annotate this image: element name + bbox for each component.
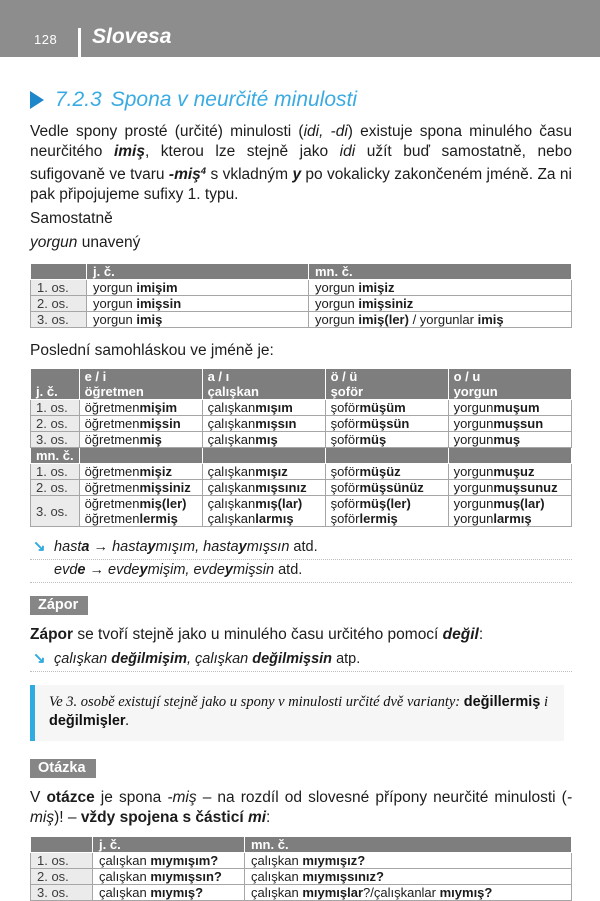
table-row [31, 464, 572, 480]
person-label: 1. os. [31, 280, 87, 296]
person-label: 1. os. [31, 400, 80, 416]
person-label: 3. os. [31, 885, 93, 901]
table-cell: çalışkan mıymışsınız? [245, 869, 572, 885]
table-cell: çalışkanmışsınız [202, 480, 325, 496]
vowel-pair: o / u [453, 369, 481, 384]
vowel-pair: e / i [84, 369, 107, 384]
vowel-pair: ö / ü [330, 369, 358, 384]
table-row [31, 853, 572, 869]
variant-line: şoförmüş(ler) [330, 496, 411, 511]
copula-table-standalone [30, 263, 572, 328]
table-cell: yorgun imişsiniz [309, 296, 572, 312]
table-cell: öğretmenmişim [79, 400, 202, 416]
table-cell: öğretmenmişsin [79, 416, 202, 432]
example-text: hasta → hastaymışım, hastaymışsın atd. [54, 539, 318, 555]
table-cell: şoförmüşsünüz [325, 480, 448, 496]
table-cell: yorgunmuşum [448, 400, 571, 416]
column-header-singular: j. č. [87, 264, 309, 280]
example-word: şoför [330, 384, 364, 399]
variant-line: yorgunlarmış [453, 511, 532, 526]
example-word: öğretmen [84, 384, 144, 399]
example-text: evde → evdeymişim, evdeymişsin atd. [54, 562, 303, 578]
table-row [31, 885, 572, 901]
negation-tag-label: Zápor [30, 596, 88, 615]
section-title: Spona v neurčité minulosti [110, 88, 358, 111]
example-text: çalışkan değilmişim, çalışkan değilmişsin atp. [54, 651, 361, 667]
column-header-plural: mn. č. [309, 264, 572, 280]
variant-line: öğretmenlermiş [84, 511, 178, 526]
table-header-row [31, 264, 572, 280]
chapter-band [0, 0, 600, 57]
table-cell [448, 448, 571, 464]
table-row [31, 496, 572, 527]
table-cell: yorgunmuşsun [448, 416, 571, 432]
table-cell: çalışkanmış [202, 432, 325, 448]
table-cell [448, 496, 571, 527]
table-cell: yorgunmuşuz [448, 464, 571, 480]
example-word: yorgun [453, 384, 498, 399]
table-cell: yorgunmuş [448, 432, 571, 448]
variant-line: çalışkanlarmış [207, 511, 294, 526]
table-cell: çalışkanmışsın [202, 416, 325, 432]
question-tag-label: Otázka [30, 759, 96, 778]
table-cell [79, 496, 202, 527]
page-number: 128 [34, 32, 58, 47]
question-paragraph: V otázce je spona -miş – na rozdíl od slovesné přípony neurčité minulosti (-miş)! – vždy spojena s částicí mi: [30, 789, 573, 826]
table-row [31, 312, 572, 328]
table-cell: çalışkan mıymışım? [93, 853, 245, 869]
table-cell: çalışkanmışım [202, 400, 325, 416]
column-header-ai [202, 369, 325, 400]
table-row [31, 416, 572, 432]
table-cell [325, 448, 448, 464]
note-box: Ve 3. osobě existují stejně jako u spony v minulosti určité dvě varianty: değillermiş i değilmişler. [30, 685, 564, 741]
table-row [31, 280, 572, 296]
chapter-title: Slovesa [92, 25, 172, 48]
corner-cell: j. č. [31, 369, 80, 400]
table-cell [79, 448, 202, 464]
table-cell [202, 496, 325, 527]
vowel-pair: a / ı [207, 369, 230, 384]
question-table [30, 836, 572, 901]
table-cell: şoförmüşüm [325, 400, 448, 416]
table-cell: çalışkan mıymışlar?/çalışkanlar mıymış? [245, 885, 572, 901]
table-cell [202, 448, 325, 464]
arrow-bullet-icon: ↘ [33, 650, 46, 667]
plural-label: mn. č. [31, 448, 80, 464]
table-header-row [31, 369, 572, 400]
table-cell: şoförmüş [325, 432, 448, 448]
table-cell: yorgun imişsin [87, 296, 309, 312]
person-label: 3. os. [31, 496, 80, 527]
negation-paragraph: Zápor se tvoří stejně jako u minulého času určitého pomocí değil: [30, 626, 484, 643]
table-cell: öğretmenmişiz [79, 464, 202, 480]
person-label: 2. os. [31, 416, 80, 432]
column-header-ei [79, 369, 202, 400]
table-cell: çalışkanmışız [202, 464, 325, 480]
section-heading [30, 88, 572, 112]
table-header-row [31, 837, 572, 853]
table-cell: şoförmüşüz [325, 464, 448, 480]
table-cell: çalışkan mıymış? [93, 885, 245, 901]
variant-line: yorgunmuş(lar) [453, 496, 545, 511]
column-header-ou-umlaut [325, 369, 448, 400]
table-row [31, 480, 572, 496]
table-cell: yorgun imişim [87, 280, 309, 296]
variant-line: şoförlermiş [330, 511, 398, 526]
person-label: 2. os. [31, 869, 93, 885]
person-label: 3. os. [31, 312, 87, 328]
person-label: 1. os. [31, 853, 93, 869]
negation-example-block [30, 649, 572, 672]
column-header-ou [448, 369, 571, 400]
table-row [31, 432, 572, 448]
table-row [31, 296, 572, 312]
example-line [30, 537, 572, 560]
table-cell: yorgunmuşsunuz [448, 480, 571, 496]
table-cell: öğretmenmişsiniz [79, 480, 202, 496]
example-line [30, 649, 572, 672]
variant-line: çalışkanmış(lar) [207, 496, 303, 511]
variant-line: öğretmenmiş(ler) [84, 496, 187, 511]
table-cell: öğretmenmiş [79, 432, 202, 448]
examples-block [30, 537, 572, 583]
table-row [31, 400, 572, 416]
triangle-bullet-icon [30, 91, 44, 109]
plural-divider-row [31, 448, 572, 464]
table-cell: şoförmüşsün [325, 416, 448, 432]
intro-paragraph: Vedle spony prosté (určité) minulosti (idi, -di) existuje spona minulého času neurčitého imiş, kterou lze stejně jako idi užít buď samostatně, nebo sufigovaně ve tvaru -miş$^4$ s vkladným y po vokalicky zakončeném jméně. Za ni pak připojujeme sufixy 1. typu. [30, 123, 572, 203]
person-label: 2. os. [31, 296, 87, 312]
corner-cell [31, 264, 87, 280]
arrow-bullet-icon: ↘ [33, 538, 46, 555]
example-line [30, 560, 572, 583]
table-cell: çalışkan mıymışız? [245, 853, 572, 869]
page-content [0, 88, 600, 901]
vowel-harmony-table [30, 368, 572, 527]
column-header-plural: mn. č. [245, 837, 572, 853]
standalone-label: Samostatně [30, 210, 113, 227]
table-cell [325, 496, 448, 527]
table-cell: yorgun imiş(ler) / yorgunlar imiş [309, 312, 572, 328]
section-number: 7.2.3 [55, 88, 102, 111]
person-label: 1. os. [31, 464, 80, 480]
table-cell: yorgun imiş [87, 312, 309, 328]
last-vowel-intro: Poslední samohláskou ve jméně je: [30, 342, 274, 359]
person-label: 3. os. [31, 432, 80, 448]
table-row [31, 869, 572, 885]
corner-cell [31, 837, 93, 853]
person-label: 2. os. [31, 480, 80, 496]
table-cell: yorgun imişiz [309, 280, 572, 296]
column-header-singular: j. č. [93, 837, 245, 853]
table-cell: çalışkan mıymışsın? [93, 869, 245, 885]
band-divider [78, 28, 81, 57]
standalone-example: yorgun unavený [30, 234, 141, 251]
example-word: çalışkan [207, 384, 259, 399]
